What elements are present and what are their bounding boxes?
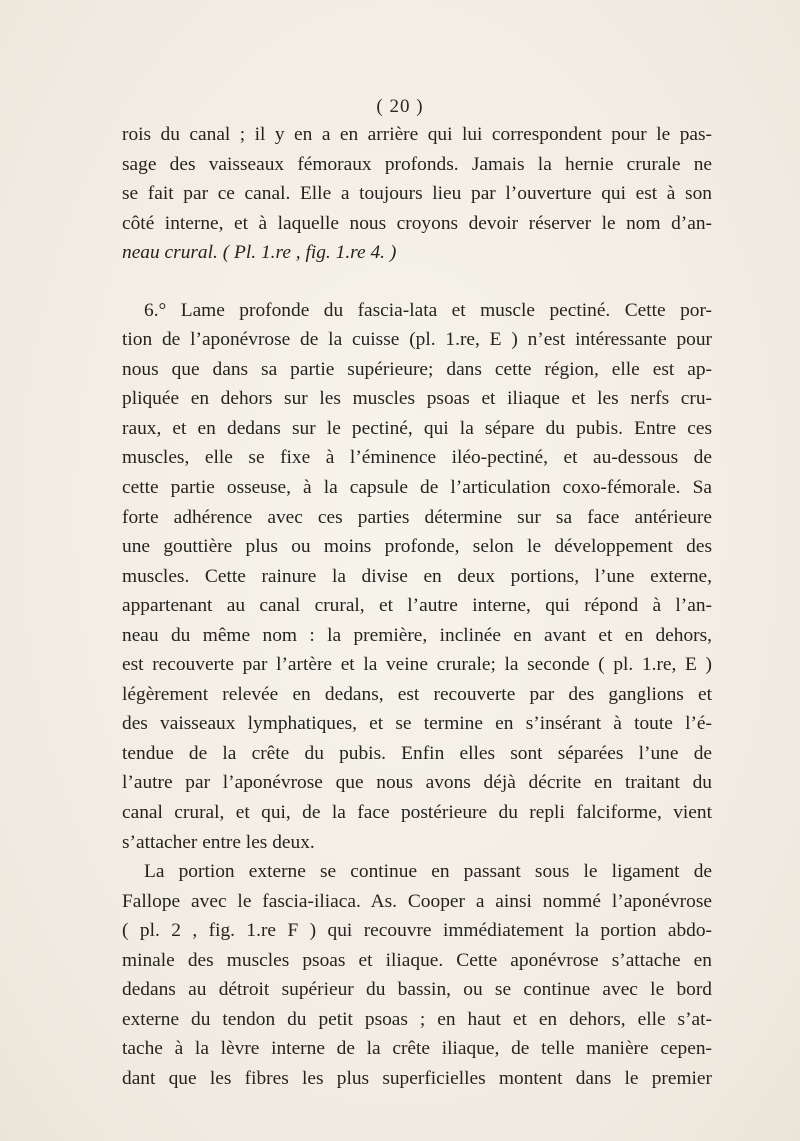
- text-line: neau du même nom : la première, inclinée en avant et en dehors,: [122, 624, 712, 646]
- text-line: l’autre par l’aponévrose que nous avons déjà décrite en traitant du: [122, 772, 712, 794]
- text-line: muscles, elle se fixe à l’éminence iléo-pectiné, et au-dessous de: [122, 447, 712, 469]
- text-line: forte adhérence avec ces parties détermine sur sa face antérieure: [122, 506, 712, 528]
- text-line: rois du canal ; il y en a en arrière qui lui correspondent pour le pas-: [122, 124, 712, 145]
- text-line: neau crural. ( Pl. 1.re , fig. 1.re 4. ): [122, 242, 397, 264]
- text-line: externe du tendon du petit psoas ; en haut et en dehors, elle s’at-: [122, 1008, 712, 1030]
- text-line: minale des muscles psoas et iliaque. Cette aponévrose s’attache en: [122, 949, 712, 971]
- page-number: ( 20 ): [376, 96, 424, 117]
- text-line: dant que les fibres les plus superficielles montent dans le premier: [122, 1067, 712, 1089]
- text-line: muscles. Cette rainure la divise en deux portions, l’une externe,: [122, 565, 712, 587]
- body-text: [122, 120, 712, 1094]
- text-line: appartenant au canal crural, et l’autre interne, qui répond à l’an-: [122, 595, 712, 617]
- text-line: côté interne, et à laquelle nous croyons devoir réserver le nom d’an-: [122, 212, 712, 234]
- text-line: légèrement relevée en dedans, est recouverte par des ganglions et: [122, 683, 712, 705]
- text-line: pliquée en dehors sur les muscles psoas et iliaque et les nerfs cru-: [122, 388, 712, 410]
- text-line: dedans au détroit supérieur du bassin, ou se continue avec le bord: [122, 979, 712, 1001]
- text-line: 6.° Lame profonde du fascia-lata et muscle pectiné. Cette por-: [144, 299, 712, 321]
- text-line: est recouverte par l’artère et la veine crurale; la seconde ( pl. 1.re, E ): [122, 654, 712, 676]
- text-line: s’attacher entre les deux.: [122, 831, 315, 853]
- text-line: cette partie osseuse, à la capsule de l’articulation coxo-fémorale. Sa: [122, 477, 712, 499]
- text-line: nous que dans sa partie supérieure; dans cette région, elle est ap-: [122, 358, 712, 380]
- text-line: Fallope avec le fascia-iliaca. As. Cooper a ainsi nommé l’aponévrose: [122, 890, 712, 912]
- text-line: canal crural, et qui, de la face postérieure du repli falciforme, vient: [122, 802, 712, 824]
- text-line: raux, et en dedans sur le pectiné, qui la sépare du pubis. Entre ces: [122, 417, 712, 439]
- text-line: se fait par ce canal. Elle a toujours lieu par l’ouverture qui est à son: [122, 183, 712, 205]
- text-line: des vaisseaux lymphatiques, et se termine en s’insérant à toute l’é-: [122, 713, 712, 735]
- text-line: tion de l’aponévrose de la cuisse (pl. 1.re, E ) n’est intéressante pour: [122, 329, 712, 351]
- paragraph-gap: [122, 268, 712, 296]
- text-line: La portion externe se continue en passant sous le ligament de: [144, 861, 712, 883]
- text-line: ( pl. 2 , fig. 1.re F ) qui recouvre immédiatement la portion abdo-: [122, 920, 712, 942]
- text-line: sage des vaisseaux fémoraux profonds. Jamais la hernie crurale ne: [122, 153, 712, 175]
- text-line: tache à la lèvre interne de la crête iliaque, de telle manière cepen-: [122, 1038, 712, 1060]
- text-line: tendue de la crête du pubis. Enfin elles sont séparées l’une de: [122, 742, 712, 764]
- text-line: une gouttière plus ou moins profonde, selon le développement des: [122, 536, 712, 558]
